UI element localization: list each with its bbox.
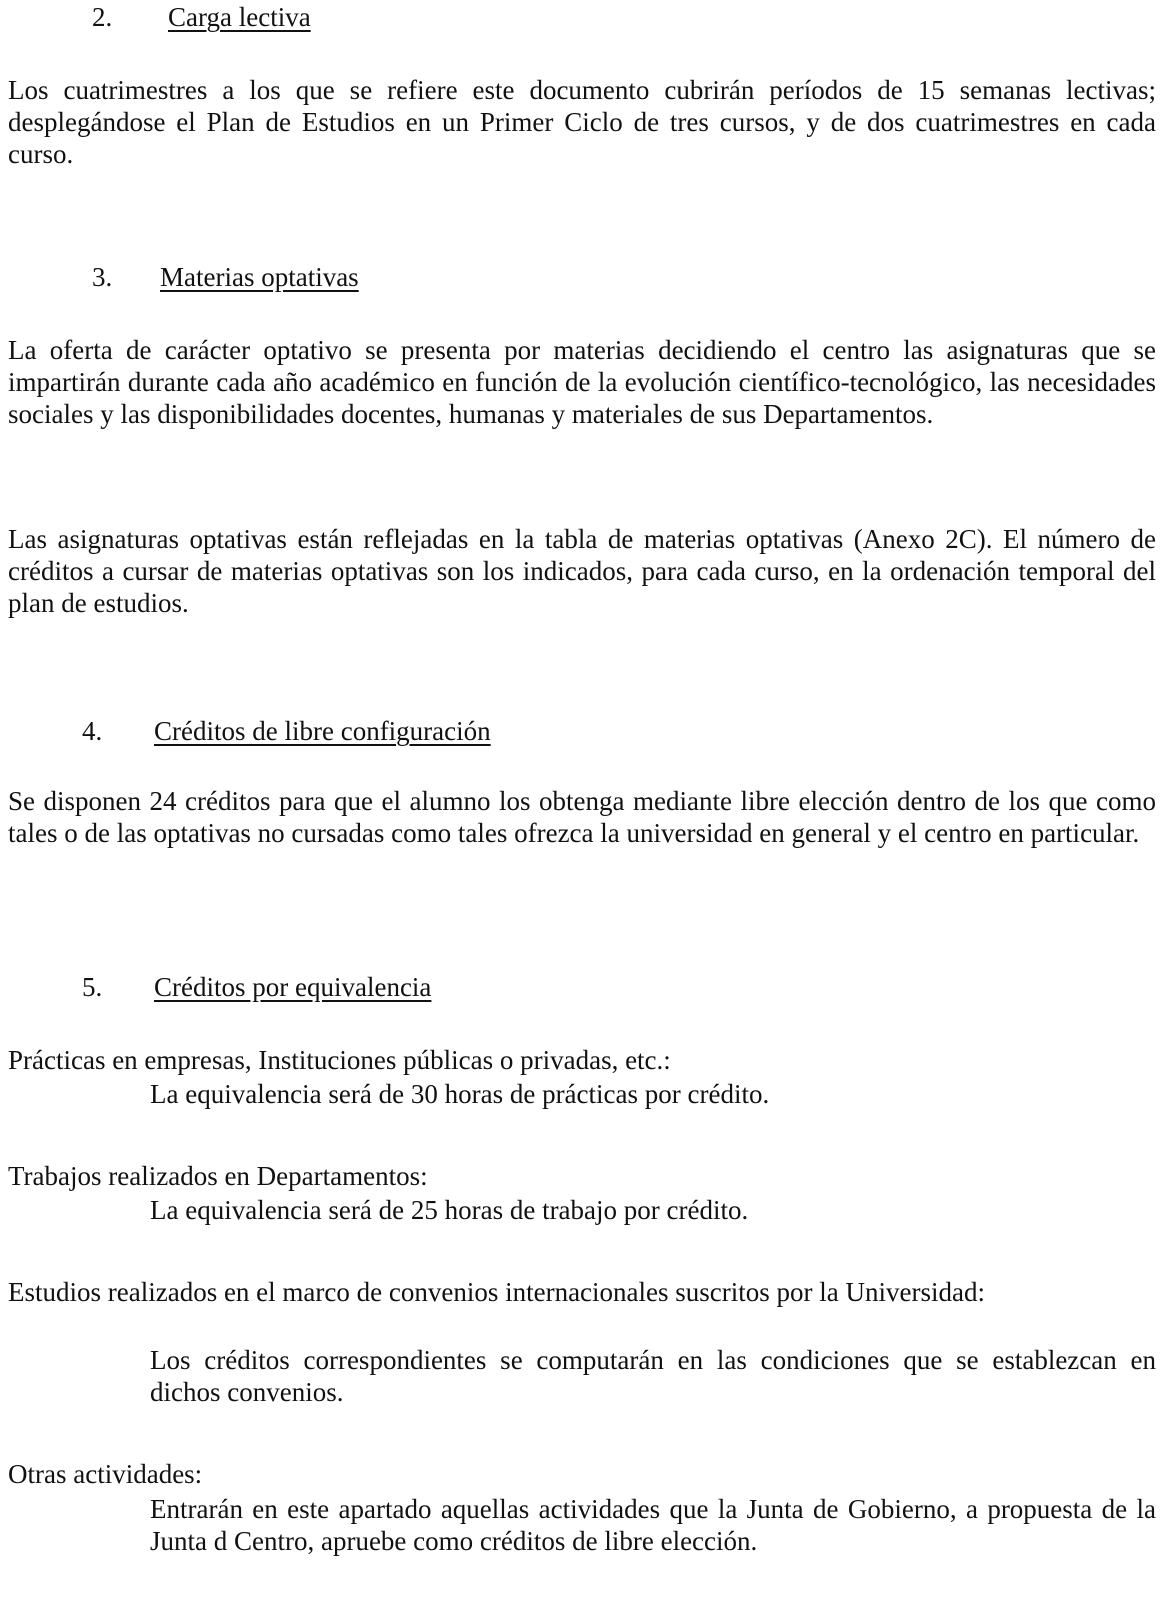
equivalence-item-label: Trabajos realizados en Departamentos: xyxy=(8,1161,428,1191)
section-2-paragraph: Los cuatrimestres a los que se refiere este documento cubrirán períodos de 15 semanas lectivas; desplegándose el Plan de Estudios en un Primer Ciclo de tres cursos, y de dos cuatrimestres en cada curso. xyxy=(8,75,1156,169)
equivalence-item-detail: La equivalencia será de 30 horas de prácticas por crédito. xyxy=(150,1079,770,1109)
section-3-number: 3. xyxy=(92,262,113,292)
section-4-title: Créditos de libre configuración xyxy=(154,716,491,746)
equivalence-item-detail: La equivalencia será de 25 horas de trabajo por crédito. xyxy=(150,1195,749,1225)
section-3-paragraph-1: La oferta de carácter optativo se presenta por materias decidiendo el centro las asignaturas que se impartirán durante cada año académico en función de la evolución científico-tecnológico, las necesidades sociales y las disponibilidades docentes, humanas y materiales de sus Departamentos. xyxy=(8,335,1156,429)
section-3-paragraph-2: Las asignaturas optativas están reflejadas en la tabla de materias optativas (Anexo 2C). El número de créditos a cursar de materias optativas son los indicados, para cada curso, en la ordenación temporal del plan de estudios. xyxy=(8,524,1156,618)
section-2-number: 2. xyxy=(92,2,113,32)
section-4-number: 4. xyxy=(82,716,103,746)
equivalence-item-detail: Los créditos correspondientes se computarán en las condiciones que se establezcan en dichos convenios. xyxy=(150,1345,1156,1407)
section-3-title: Materias optativas xyxy=(160,262,359,292)
section-5-title: Créditos por equivalencia xyxy=(154,972,432,1002)
equivalence-item-label: Otras actividades: xyxy=(8,1459,203,1489)
section-4-paragraph: Se disponen 24 créditos para que el alumno los obtenga mediante libre elección dentro de los que como tales o de las optativas no cursadas como tales ofrezca la universidad en general y el centro en particular. xyxy=(8,786,1156,848)
section-2-title: Carga lectiva xyxy=(168,2,311,32)
equivalence-item-label: Prácticas en empresas, Instituciones públicas o privadas, etc.: xyxy=(8,1045,671,1075)
section-5-number: 5. xyxy=(82,972,103,1002)
equivalence-item-detail: Entrarán en este apartado aquellas actividades que la Junta de Gobierno, a propuesta de la Junta d Centro, apruebe como créditos de libre elección. xyxy=(150,1494,1156,1556)
equivalence-item-label: Estudios realizados en el marco de convenios internacionales suscritos por la Universidad: xyxy=(8,1277,985,1307)
